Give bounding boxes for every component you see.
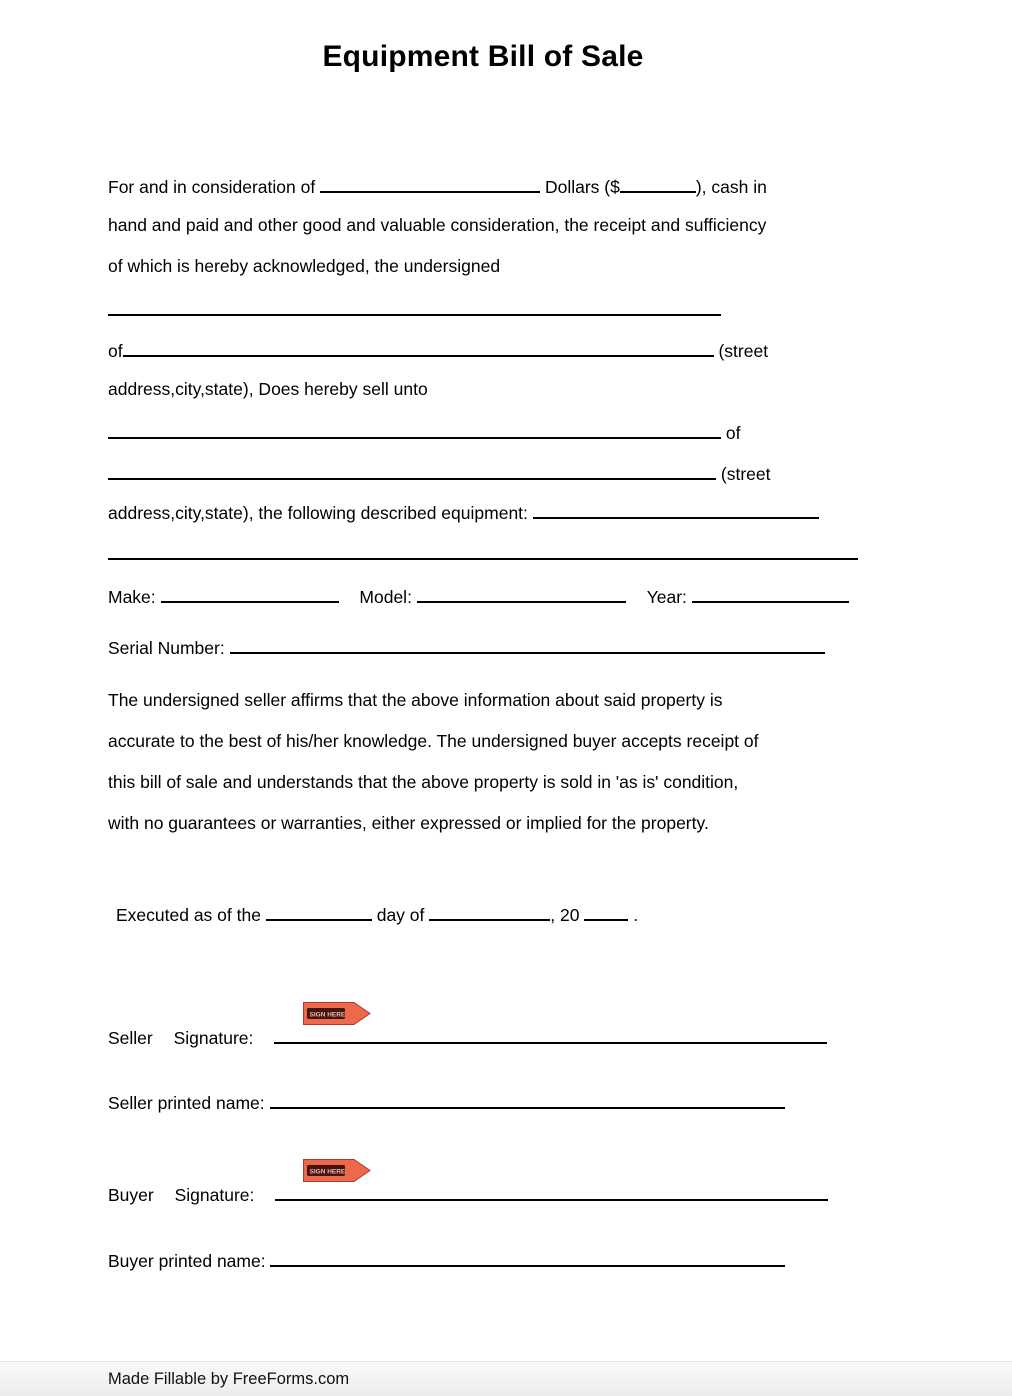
equipment-description-field-2[interactable] <box>108 539 858 560</box>
seller-sign-here-tag[interactable] <box>303 1002 371 1025</box>
affirmation-line-3: this bill of sale and understands that the above property is sold in 'as is' condition, <box>108 772 739 792</box>
buyer-address-row <box>108 459 770 486</box>
footer-credit-text: Made Fillable by FreeForms.com <box>108 1370 350 1388</box>
affirmation-line-2: accurate to the best of his/her knowledge. The undersigned buyer accepts receipt of <box>108 731 759 751</box>
serial-number-label: Serial Number: <box>108 638 225 658</box>
buyer-signature-field[interactable] <box>275 1180 828 1201</box>
sign-here-tag-label: SIGN HERE <box>309 1168 346 1176</box>
model-field[interactable] <box>417 582 626 603</box>
buyer-printed-name-row <box>108 1246 785 1273</box>
buyer-name-row <box>108 418 740 445</box>
equipment-description-row <box>108 498 819 525</box>
intro-text-3: ), cash in <box>695 177 767 197</box>
buyer-address-field[interactable] <box>108 459 716 480</box>
buyer-label: Buyer <box>108 1185 154 1205</box>
seller-label: Seller <box>108 1028 153 1048</box>
buyer-printed-name-field[interactable] <box>270 1246 785 1267</box>
model-label: Model: <box>359 587 412 607</box>
execution-text-4: . <box>633 905 639 925</box>
buyer-signature-label: Signature: <box>174 1185 255 1205</box>
buyer-sign-here-tag[interactable] <box>303 1159 371 1182</box>
seller-printed-name-field[interactable] <box>270 1088 785 1109</box>
intro-line-1 <box>108 172 767 199</box>
seller-signature-row <box>108 1023 827 1050</box>
sign-here-tag-label: SIGN HERE <box>309 1011 346 1019</box>
seller-signature-label: Signature: <box>173 1028 254 1048</box>
seller-signature-field[interactable] <box>274 1023 827 1044</box>
seller-name-row <box>108 295 721 322</box>
serial-number-row <box>108 633 825 660</box>
seller-name-field[interactable] <box>108 295 721 316</box>
page-title: Equipment Bill of Sale <box>322 40 644 73</box>
serial-number-field[interactable] <box>230 633 825 654</box>
year-field[interactable] <box>692 582 849 603</box>
intro-line-2: hand and paid and other good and valuable consideration, the receipt and sufficiency <box>108 215 767 235</box>
seller-printed-name-label: Seller printed name: <box>108 1093 265 1113</box>
buyer-printed-name-label: Buyer printed name: <box>108 1251 266 1271</box>
make-label: Make: <box>108 587 156 607</box>
equipment-description-row-2 <box>108 539 858 566</box>
make-model-year-row <box>108 582 849 609</box>
consideration-amount-field[interactable] <box>620 172 696 193</box>
year-label: Year: <box>646 587 687 607</box>
buyer-signature-row <box>108 1180 828 1207</box>
execution-text-2: day of <box>376 905 425 925</box>
equipment-description-field[interactable] <box>533 498 819 519</box>
seller-address-note-row: address,city,state), Does hereby sell unto <box>108 379 428 399</box>
execution-text-1: Executed as of the <box>116 905 261 925</box>
affirmation-line-1: The undersigned seller affirms that the above information about said property is <box>108 690 723 710</box>
intro-line-3: of which is hereby acknowledged, the undersigned <box>108 256 501 276</box>
affirmation-line-4: with no guarantees or warranties, either expressed or implied for the property. <box>108 813 709 833</box>
buyer-of-text: of <box>725 423 741 443</box>
execution-month-field[interactable] <box>429 900 550 921</box>
consideration-words-field[interactable] <box>320 172 540 193</box>
execution-year-field[interactable] <box>584 900 628 921</box>
seller-address-row <box>108 336 768 363</box>
make-field[interactable] <box>161 582 339 603</box>
execution-date-row <box>116 900 638 927</box>
seller-address-field[interactable] <box>123 336 714 357</box>
seller-of-text: of <box>108 341 123 361</box>
buyer-street-text: (street <box>720 464 771 484</box>
equipment-description-text: address,city,state), the following described equipment: <box>108 503 528 523</box>
footer-bar <box>0 1361 1012 1396</box>
execution-text-3: , 20 <box>550 905 580 925</box>
seller-street-text: (street <box>718 341 769 361</box>
intro-text-2: Dollars ($ <box>544 177 620 197</box>
intro-text-1: For and in consideration of <box>108 177 316 197</box>
seller-printed-name-row <box>108 1088 785 1115</box>
buyer-name-field[interactable] <box>108 418 721 439</box>
execution-day-field[interactable] <box>266 900 372 921</box>
